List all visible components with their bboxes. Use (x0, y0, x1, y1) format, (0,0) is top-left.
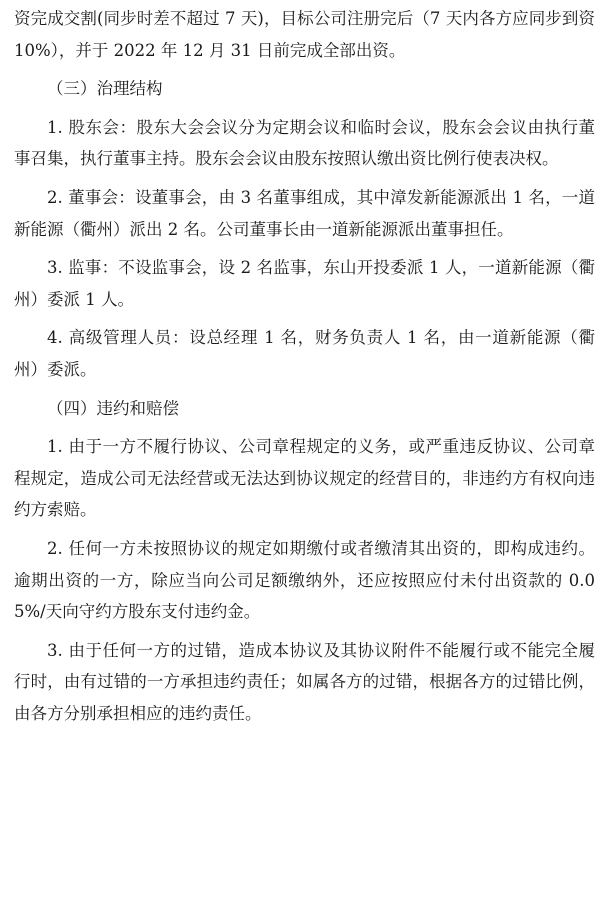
document-page (0, 3, 609, 922)
paragraph-senior-management: 4. 高级管理人员：设总经理 1 名，财务负责人 1 名，由一道新能源（衢州）委派。 (14, 328, 595, 379)
paragraph-breach-claims: 1. 由于一方不履行协议、公司章程规定的义务，或严重违反协议、公司章程规定，造成公司无法经营或无法达到协议规定的经营目的，非违约方有权向违约方索赔。 (14, 437, 595, 520)
paragraph-fault-liability: 3. 由于任何一方的过错，造成本协议及其协议附件不能履行或不能完全履行时，由有过错的一方承担违约责任；如属各方的过错，根据各方的过错比例，由各方分别承担相应的违约责任。 (14, 640, 595, 723)
section-heading-breach: （四）违约和赔偿 (47, 398, 179, 418)
paragraph-supervisors: 3. 监事：不设监事会，设 2 名监事，东山开投委派 1 人，一道新能源（衢州）委派 1 人。 (14, 258, 595, 309)
section-heading-governance: （三）治理结构 (47, 79, 163, 99)
paragraph-capital-timeline: 资完成交割(同步时差不超过 7 天)，目标公司注册完后（7 天内各方应同步到资 10%），并于 2022 年 12 月 31 日前完成全部出资。 (14, 9, 595, 60)
paragraph-board-of-directors: 2. 董事会：设董事会，由 3 名董事组成，其中漳发新能源派出 1 名，一道新能源（衢州）派出 2 名。公司董事长由一道新能源派出董事担任。 (14, 187, 595, 239)
paragraph-late-payment: 2. 任何一方未按照协议的规定如期缴付或者缴清其出资的，即构成违约。逾期出资的一方，除应当向公司足额缴纳外，还应按照应付未付出资款的 0.05%/天向守约方股东支付违约金。 (14, 538, 595, 622)
paragraph-shareholders-meeting: 1. 股东会：股东大会会议分为定期会议和临时会议，股东会会议由执行董事召集，执行董事主持。股东会会议由股东按照认缴出资比例行使表决权。 (14, 117, 595, 169)
